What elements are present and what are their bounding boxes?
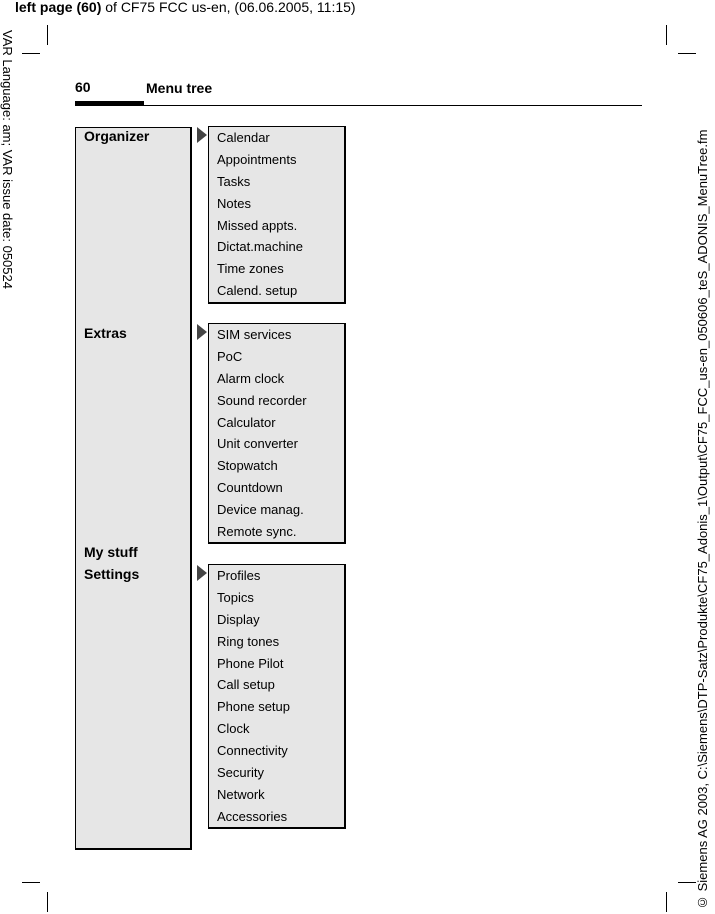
submenu-item: SIM services	[217, 327, 292, 342]
submenu-item: Topics	[217, 589, 254, 605]
submenu-item: Connectivity	[217, 743, 288, 759]
crop-mark	[22, 882, 40, 883]
submenu-item: Calend. setup	[217, 283, 298, 299]
running-header	[15, 0, 356, 15]
crop-mark	[47, 25, 48, 45]
submenu-item: Network	[217, 786, 265, 802]
submenu-organizer	[208, 126, 346, 304]
running-header-info: of CF75 FCC us-en, (06.06.2005, 11:15)	[101, 0, 356, 15]
submenu-item: Accessories	[217, 808, 288, 824]
crop-mark	[666, 25, 667, 45]
running-header-page: left page (60)	[15, 0, 102, 15]
submenu-item: Missed appts.	[217, 217, 298, 233]
menu-category-extras: Extras	[84, 325, 127, 341]
submenu-item: Sound recorder	[217, 392, 307, 408]
crop-mark	[678, 53, 696, 54]
submenu-item: Dictat.machine	[217, 239, 303, 255]
header-rule	[75, 105, 642, 106]
submenu-item: Call setup	[217, 677, 275, 693]
submenu-item: Display	[217, 611, 260, 627]
crop-mark	[678, 882, 696, 883]
submenu-item: Notes	[217, 195, 251, 211]
submenu-item: Security	[217, 765, 264, 781]
page-title: Menu tree	[146, 80, 213, 96]
main-menu-column	[75, 127, 192, 850]
submenu-item: Tasks	[217, 173, 251, 189]
submenu-item: Alarm clock	[217, 370, 285, 386]
menu-category-organizer: Organizer	[84, 128, 150, 144]
var-language-note: VAR Language: am; VAR issue date: 050524	[0, 30, 15, 289]
submenu-item: Device manag.	[217, 502, 304, 518]
submenu-settings	[208, 564, 346, 829]
submenu-arrow-icon	[197, 565, 207, 581]
submenu-item: Ring tones	[217, 633, 280, 649]
submenu-extras	[208, 323, 346, 544]
submenu-arrow-icon	[197, 127, 207, 143]
submenu-item: PoC	[217, 348, 243, 364]
crop-mark	[47, 892, 48, 912]
submenu-item: Clock	[217, 721, 250, 737]
submenu-item: Calendar	[217, 130, 270, 145]
crop-mark	[22, 53, 40, 54]
submenu-item: Stopwatch	[217, 458, 278, 474]
submenu-arrow-icon	[197, 324, 207, 340]
submenu-item: Profiles	[217, 568, 261, 583]
submenu-item: Phone Pilot	[217, 655, 284, 671]
submenu-item: Unit converter	[217, 436, 298, 452]
submenu-item: Remote sync.	[217, 524, 297, 540]
copyright-path-note: © Siemens AG 2003, C:\Siemens\DTP-Satz\Produkte\CF75_Adonis_1\Output\CF75_FCC_us-en_050606_teS_ADONIS_MenuTree.fm	[695, 129, 710, 910]
crop-mark	[666, 892, 667, 912]
submenu-item: Time zones	[217, 261, 284, 277]
submenu-item: Calculator	[217, 414, 276, 430]
submenu-item: Countdown	[217, 480, 283, 496]
submenu-item: Appointments	[217, 151, 297, 167]
menu-category-my-stuff: My stuff	[84, 544, 138, 560]
menu-category-settings: Settings	[84, 566, 140, 582]
submenu-item: Phone setup	[217, 699, 291, 715]
page-number: 60	[75, 79, 91, 95]
